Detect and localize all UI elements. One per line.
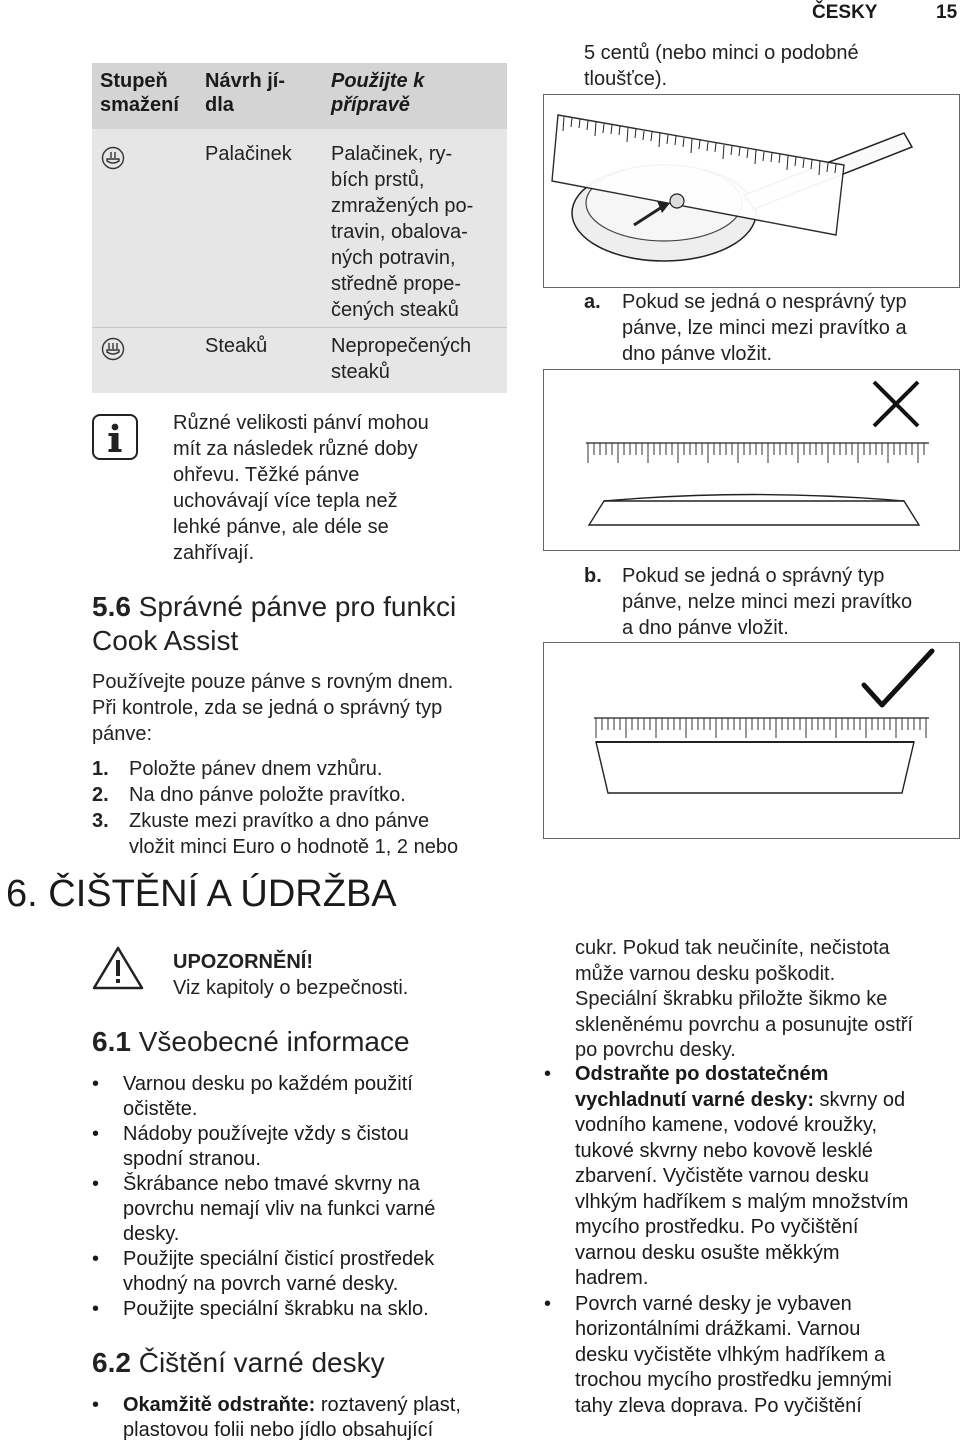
- step-number: 2.: [92, 784, 109, 806]
- table-cell-dish: Palačinek: [205, 143, 292, 165]
- text-line: a dno pánve vložit.: [622, 617, 789, 639]
- text-line: Zkuste mezi pravítko a dno pánve: [129, 810, 430, 832]
- section-6-heading: 6. ČIŠTĚNÍ A ÚDRŽBA: [6, 873, 397, 915]
- step-number: 1.: [92, 758, 109, 780]
- text-line: Nádoby používejte vždy s čistou: [123, 1123, 409, 1145]
- info-note-text: [173, 410, 429, 566]
- list-item: [92, 756, 512, 782]
- warning-text: [173, 949, 408, 1001]
- text-line: uchovávají více tepla než: [173, 490, 398, 512]
- pan-ruler-figure: [543, 94, 960, 288]
- cell-line: bích prstů,: [331, 169, 425, 191]
- cell-line: steaků: [331, 361, 390, 383]
- pan-level-2-icon: [101, 146, 125, 170]
- bullet: •: [92, 1073, 100, 1095]
- header-text: dla: [205, 94, 234, 116]
- warning-body: Viz kapitoly o bezpečnosti.: [173, 977, 409, 999]
- text-line: Na dno pánve položte pravítko.: [129, 784, 406, 806]
- table-cell-dish: Steaků: [205, 335, 268, 357]
- text-line: Položte pánev dnem vzhůru.: [129, 758, 383, 780]
- text-line: vodního kamene, vodové kroužky,: [575, 1114, 878, 1136]
- pan-level-3-icon: [101, 337, 125, 361]
- list-item: [544, 1292, 959, 1420]
- case-b-text: [584, 563, 912, 641]
- wrong-pan-figure: [543, 369, 960, 551]
- section-5-6-heading: [92, 590, 456, 658]
- general-info-list: [92, 1072, 512, 1322]
- check-mark-icon: [864, 651, 932, 705]
- text-line: hadrem.: [575, 1267, 649, 1289]
- case-label: b.: [584, 565, 602, 587]
- text-line: roztavený plast,: [320, 1394, 461, 1416]
- text-line: ohřevu. Těžké pánve: [173, 464, 360, 486]
- steps-list: [92, 756, 512, 860]
- bullet: •: [544, 1063, 552, 1085]
- header-text: Návrh jí-: [205, 70, 286, 92]
- text-line: po povrchu desky.: [575, 1039, 736, 1061]
- text-line: může varnou desku poškodit.: [575, 962, 836, 985]
- text-line: trochou mycího prostředku jemnými: [575, 1369, 892, 1391]
- case-a-text: [584, 289, 907, 367]
- section-title: Cook Assist: [92, 625, 239, 656]
- bullet: •: [92, 1173, 100, 1195]
- text-line: Při kontrole, zda se jedná o správný typ: [92, 697, 443, 719]
- list-item: [92, 1297, 512, 1322]
- correct-pan-figure: [543, 642, 960, 839]
- page-number: 15: [936, 2, 958, 23]
- text-line: cukr. Pokud tak neučiníte, nečistota: [575, 937, 890, 959]
- text-line: skleněnému povrchu a posunujte ostří: [575, 1013, 913, 1036]
- header-text: smažení: [100, 94, 179, 116]
- text-line: Použijte speciální čisticí prostředek: [123, 1248, 435, 1270]
- table-header-level: [100, 69, 179, 117]
- case-label: a.: [584, 291, 601, 313]
- bullet: •: [92, 1123, 100, 1145]
- text-line: vložit minci Euro o hodnotě 1, 2 nebo: [129, 836, 459, 858]
- text-line: Speciální škrabku přiložte šikmo ke: [575, 988, 888, 1010]
- cell-line: zmražených po-: [331, 195, 474, 217]
- text-line: pánve:: [92, 723, 153, 745]
- step-3-continued: [584, 40, 859, 92]
- section-number: 6.2: [92, 1347, 131, 1378]
- ruler-ticks: [596, 718, 926, 738]
- text-line: desku vyčistěte vlhkým hadříkem a: [575, 1343, 886, 1366]
- cell-line: ných potravin,: [331, 247, 456, 269]
- text-line: povrchu nemají vliv na funkci varné: [123, 1198, 436, 1220]
- list-item: [92, 1247, 512, 1297]
- text-line: Povrch varné desky je vybaven: [575, 1292, 852, 1315]
- bold-lead: Okamžitě odstraňte:: [123, 1394, 316, 1416]
- text-line: tloušťce).: [584, 68, 668, 90]
- text-line: Použijte speciální škrabku na sklo.: [123, 1298, 429, 1320]
- table-cell-use: [331, 141, 473, 323]
- text-line: Pokud se jedná o nesprávný typ: [622, 291, 907, 313]
- text-line: pánve, nelze minci mezi pravítko: [622, 591, 913, 613]
- cell-line: travin, obalova-: [331, 221, 468, 243]
- text-line: mít za následek různé doby: [173, 438, 418, 460]
- text-line: horizontálními drážkami. Varnou: [575, 1318, 861, 1340]
- text-line: desky.: [123, 1223, 180, 1245]
- text-line: očistěte.: [123, 1098, 198, 1120]
- text-line: Používejte pouze pánve s rovným dnem.: [92, 671, 454, 693]
- list-item: [92, 1393, 512, 1443]
- bullet: •: [544, 1292, 552, 1315]
- text-line: dno pánve vložit.: [622, 343, 773, 365]
- header-text: Stupeň: [100, 70, 168, 92]
- text-line: spodní stranou.: [123, 1148, 261, 1170]
- text-line: varnou desku osušte měkkým: [575, 1241, 840, 1264]
- text-line: Škrábance nebo tmavé skvrny na: [123, 1173, 420, 1195]
- section-5-6-intro: [92, 669, 453, 747]
- list-item: [92, 808, 512, 860]
- step-number: 3.: [92, 810, 109, 832]
- warning-icon: [92, 945, 144, 991]
- section-number: 5.6: [92, 591, 131, 622]
- bold-lead: Odstraňte po dostatečném: [575, 1063, 829, 1085]
- header-text: přípravě: [331, 94, 410, 116]
- bullet: •: [92, 1394, 100, 1416]
- section-6-2-heading: [92, 1346, 385, 1380]
- table-header-use: [331, 69, 424, 117]
- text-line: Různé velikosti pánví mohou: [173, 412, 429, 434]
- text-line: plastovou folii nebo jídlo obsahující: [123, 1419, 434, 1441]
- cell-line: středně prope-: [331, 273, 462, 295]
- frying-level-table: [92, 63, 507, 393]
- section-title: Správné pánve pro funkci: [138, 591, 457, 622]
- wrong-pan-illustration: [544, 370, 959, 550]
- ruler-ticks: [588, 443, 924, 463]
- text-line: tukové skvrny nebo kovově lesklé: [575, 1139, 873, 1162]
- cleaning-list-right: [544, 1062, 959, 1419]
- text-line: Varnou desku po každém použití: [123, 1073, 413, 1095]
- list-item: [544, 1062, 959, 1292]
- row-divider: [92, 327, 507, 328]
- text-line: pánve, lze minci mezi pravítko a: [622, 317, 907, 339]
- section-6-1-heading: [92, 1025, 410, 1059]
- list-item: [92, 1172, 512, 1247]
- bold-lead: vychladnutí varné desky:: [575, 1088, 814, 1111]
- list-item: [92, 1072, 512, 1122]
- pan-ruler-illustration: [544, 95, 959, 287]
- text-line: 5 centů (nebo minci o podobné: [584, 42, 859, 64]
- header-text: Použijte k: [331, 70, 425, 92]
- text-line: tahy zleva doprava. Po vyčištění: [575, 1394, 862, 1417]
- cleaning-item1-continued: [575, 936, 913, 1064]
- cell-line: Palačinek, ry-: [331, 143, 453, 165]
- text-line: vhodný na povrch varné desky.: [123, 1273, 399, 1295]
- bullet: •: [92, 1248, 100, 1270]
- section-title: Čištění varné desky: [138, 1347, 385, 1378]
- list-item: [92, 1122, 512, 1172]
- text-line: zbarvení. Vyčistěte varnou desku: [575, 1165, 869, 1187]
- cell-line: čených steaků: [331, 299, 459, 321]
- text-line: lehké pánve, ale déle se: [173, 516, 389, 538]
- section-number: 6.1: [92, 1026, 131, 1057]
- list-item: [92, 782, 512, 808]
- text-line: skvrny od: [819, 1088, 906, 1111]
- cell-line: Nepropečených: [331, 335, 472, 357]
- header-language: ČESKY: [812, 2, 878, 23]
- text-line: vlhkým hadříkem s malým množstvím: [575, 1190, 909, 1213]
- text-line: zahřívají.: [173, 542, 255, 564]
- correct-pan-illustration: [544, 643, 959, 838]
- info-icon: [92, 414, 138, 460]
- cleaning-list-left: [92, 1393, 512, 1443]
- bullet: •: [92, 1298, 100, 1320]
- text-line: Pokud se jedná o správný typ: [622, 565, 885, 587]
- table-cell-use: [331, 333, 471, 385]
- text-line: mycího prostředku. Po vyčištění: [575, 1216, 859, 1238]
- warning-title: UPOZORNĚNÍ!: [173, 951, 313, 973]
- section-title: Všeobecné informace: [138, 1026, 410, 1057]
- table-header-dish: [205, 69, 285, 117]
